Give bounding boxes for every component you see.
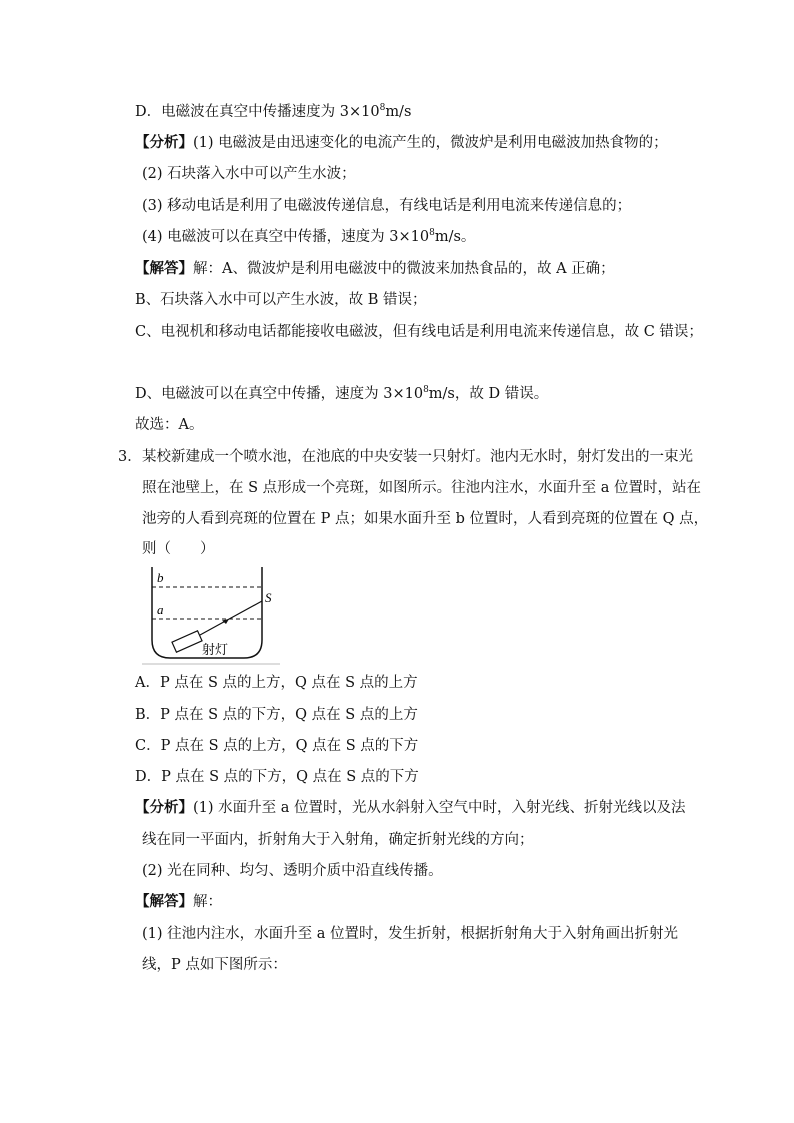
- light-ray: [200, 601, 262, 635]
- superscript: 8: [429, 228, 435, 238]
- question-3-number: 3．: [118, 449, 142, 465]
- question-3-stem-line-1: 某校新建成一个喷水池，在池底的中央安装一只射灯。池内无水时，射灯发出的一束光: [142, 449, 693, 465]
- q3-answer-tag-line: [135, 892, 222, 912]
- analysis-text: (1) 水面升至 a 位置时，光从水斜射入空气中时，入射光线、折射光线以及法: [193, 800, 686, 816]
- option-label: D．: [135, 104, 162, 120]
- answer-unit: m/s，故 D 错误。: [428, 386, 549, 402]
- fountain-pool-diagram: [142, 562, 282, 666]
- answer-text: 解：A、微波炉是利用电磁波中的微波来加热食品的，故 A 正确；: [193, 261, 615, 277]
- analysis-text: (4) 电磁波可以在真空中传播，速度为 3×10: [142, 229, 430, 245]
- question-3-option-c: C．P 点在 S 点的上方，Q 点在 S 点的下方: [135, 738, 419, 754]
- label-lamp: 射灯: [202, 643, 229, 658]
- q3-analysis-line-1: [135, 798, 686, 818]
- spotlight-lamp: [172, 631, 202, 652]
- option-text: 电磁波在真空中传播速度为 3×10: [161, 104, 380, 120]
- answer-text: D、电磁波可以在真空中传播，速度为 3×10: [135, 386, 424, 402]
- answer-text: 解：: [193, 894, 222, 910]
- answer-tag: 【解答】: [135, 260, 193, 277]
- analysis-tag: 【分析】: [135, 134, 193, 151]
- question-3-option-b: B．P 点在 S 点的下方，Q 点在 S 点的上方: [135, 707, 418, 723]
- question-3-stem-line-4: 则（ ）: [142, 541, 215, 557]
- label-s: S: [265, 590, 272, 605]
- question-3-option-a: A．P 点在 S 点的上方，Q 点在 S 点的上方: [135, 675, 418, 691]
- question-3-stem-line-3: 池旁的人看到亮斑的位置在 P 点；如果水面升至 b 位置时，人看到亮斑的位置在 Q 点，: [142, 511, 709, 527]
- analysis-line-3: (3) 移动电话是利用了电磁波传递信息，有线电话是利用电流来传递信息的；: [142, 198, 632, 214]
- answer-line-b: B、石块落入水中可以产生水波，故 B 错误；: [135, 292, 427, 308]
- answer-line-d: [135, 384, 548, 404]
- ray-arrow: [222, 619, 229, 624]
- label-a: a: [157, 602, 164, 617]
- option-d-prev: [135, 102, 411, 122]
- answer-line-c: C、电视机和移动电话都能接收电磁波，但有线电话是利用电流来传递信息，故 C 错误；: [135, 324, 703, 340]
- superscript: 8: [423, 385, 429, 395]
- answer-line-a: [135, 259, 615, 279]
- q3-answer-line-1: (1) 往池内注水，水面升至 a 位置时，发生折射，根据折射角大于入射角画出折射光: [142, 926, 679, 942]
- superscript: 8: [379, 103, 386, 113]
- q3-analysis-line-2: 线在同一平面内，折射角大于入射角，确定折射光线的方向；: [142, 832, 534, 848]
- q3-analysis-line-3: (2) 光在同种、均匀、透明介质中沿直线传播。: [142, 863, 443, 879]
- question-3-option-d: D．P 点在 S 点的下方，Q 点在 S 点的下方: [135, 769, 419, 785]
- label-b: b: [157, 570, 164, 585]
- analysis-tag: 【分析】: [135, 799, 193, 816]
- answer-choice: 故选：A。: [135, 417, 204, 433]
- analysis-line-4: [142, 227, 475, 247]
- option-unit: m/s: [385, 104, 412, 120]
- analysis-text: (1) 电磁波是由迅速变化的电流产生的，微波炉是利用电磁波加热食物的；: [193, 135, 668, 151]
- answer-tag: 【解答】: [135, 893, 193, 910]
- q3-answer-line-2: 线，P 点如下图所示：: [142, 957, 287, 973]
- analysis-line-2: (2) 石块落入水中可以产生水波；: [142, 166, 356, 182]
- analysis-line-1: [135, 133, 668, 153]
- question-3-stem-line-2: 照在池壁上，在 S 点形成一个亮斑，如图所示。往池内注水，水面升至 a 位置时，站在: [142, 480, 702, 496]
- analysis-unit: m/s。: [434, 229, 476, 245]
